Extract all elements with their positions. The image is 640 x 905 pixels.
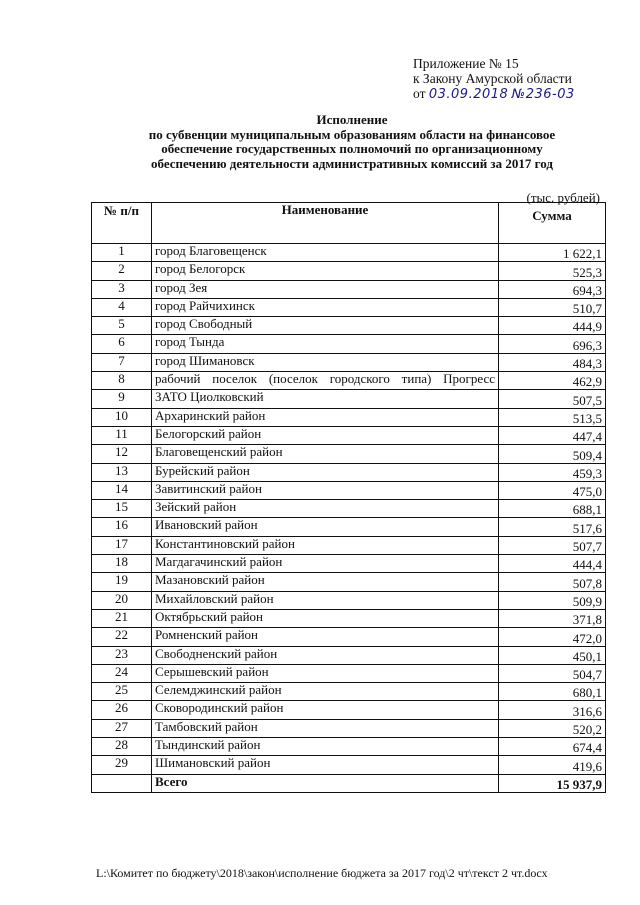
row-sum: 509,9 xyxy=(499,591,606,609)
file-path-footer: L:\Комитет по бюджету\2018\закон\исполнение бюджета за 2017 год\2 чт\текст 2 чт.docx xyxy=(96,866,548,880)
title-line-3: обеспечение государственных полномочий по организационному xyxy=(161,141,543,156)
row-sum: 462,9 xyxy=(499,372,606,390)
total-sum: 15 937,9 xyxy=(499,774,606,792)
row-sum: 1 622,1 xyxy=(499,244,606,262)
table-row xyxy=(92,500,606,518)
row-sum: 450,1 xyxy=(499,646,606,664)
table-row xyxy=(92,591,606,609)
table-row xyxy=(92,628,606,646)
table-header-row xyxy=(92,203,606,244)
table-row xyxy=(92,683,606,701)
appendix-number: Приложение № 15 xyxy=(413,56,519,71)
row-sum: 680,1 xyxy=(499,683,606,701)
row-name: Константиновский район xyxy=(152,536,499,554)
row-number: 11 xyxy=(92,426,152,444)
table-body xyxy=(92,244,606,793)
table-row xyxy=(92,244,606,262)
table-row xyxy=(92,609,606,627)
row-name: Шимановский район xyxy=(152,756,499,774)
table-row xyxy=(92,646,606,664)
row-number: 24 xyxy=(92,664,152,682)
row-number: 27 xyxy=(92,719,152,737)
row-name: город Шимановск xyxy=(152,353,499,371)
appendix-law: к Закону Амурской области xyxy=(413,71,572,86)
table-row xyxy=(92,756,606,774)
row-number: 7 xyxy=(92,353,152,371)
row-sum: 517,6 xyxy=(499,518,606,536)
row-name: Бурейский район xyxy=(152,463,499,481)
row-number: 21 xyxy=(92,609,152,627)
handwritten-date: 03.09.2018 xyxy=(428,87,509,102)
row-number: 12 xyxy=(92,445,152,463)
row-number: 16 xyxy=(92,518,152,536)
row-name: Благовещенский район xyxy=(152,445,499,463)
row-name: город Тында xyxy=(152,335,499,353)
row-name: город Зея xyxy=(152,280,499,298)
title-line-1: Исполнение xyxy=(316,112,388,127)
table-row xyxy=(92,481,606,499)
execution-table xyxy=(91,202,606,793)
row-sum: 475,0 xyxy=(499,481,606,499)
row-sum: 694,3 xyxy=(499,280,606,298)
row-name: Завитинский район xyxy=(152,481,499,499)
row-number: 8 xyxy=(92,372,152,390)
row-name: Октябрьский район xyxy=(152,609,499,627)
unit-label: (тыс. рублей) xyxy=(526,190,600,205)
table-row xyxy=(92,353,606,371)
row-sum: 507,5 xyxy=(499,390,606,408)
total-label: Всего xyxy=(152,774,499,792)
header-name: Наименование xyxy=(152,203,499,244)
row-sum: 510,7 xyxy=(499,298,606,316)
row-name: Архаринский район xyxy=(152,408,499,426)
total-number-cell xyxy=(92,774,152,792)
table-row xyxy=(92,463,606,481)
row-number: 5 xyxy=(92,317,152,335)
row-number: 9 xyxy=(92,390,152,408)
row-sum: 507,8 xyxy=(499,573,606,591)
table-row xyxy=(92,280,606,298)
row-name: рабочий поселок (поселок городского типа) Прогресс xyxy=(152,372,499,390)
row-sum: 509,4 xyxy=(499,445,606,463)
row-number: 23 xyxy=(92,646,152,664)
row-sum: 507,7 xyxy=(499,536,606,554)
table-row xyxy=(92,536,606,554)
header-sum: Сумма xyxy=(499,203,606,244)
row-number: 22 xyxy=(92,628,152,646)
row-sum: 484,3 xyxy=(499,353,606,371)
table-row xyxy=(92,555,606,573)
row-name: Сковородинский район xyxy=(152,701,499,719)
row-sum: 444,4 xyxy=(499,555,606,573)
row-name: Тамбовский район xyxy=(152,719,499,737)
row-sum: 525,3 xyxy=(499,262,606,280)
row-number: 20 xyxy=(92,591,152,609)
row-number: 14 xyxy=(92,481,152,499)
title-line-2: по субвенции муниципальным образованиям области на финансовое xyxy=(148,126,556,142)
table-row xyxy=(92,738,606,756)
table-row xyxy=(92,426,606,444)
row-name: Магдагачинский район xyxy=(152,555,499,573)
table-row xyxy=(92,719,606,737)
document-title xyxy=(96,113,608,171)
row-name: город Свободный xyxy=(152,317,499,335)
appendix-date-line xyxy=(413,86,575,102)
row-name: Серышевский район xyxy=(152,664,499,682)
header-number: № п/п xyxy=(92,203,152,244)
row-sum: 696,3 xyxy=(499,335,606,353)
row-number: 18 xyxy=(92,555,152,573)
row-sum: 371,8 xyxy=(499,609,606,627)
row-name: Белогорский район xyxy=(152,426,499,444)
table-row xyxy=(92,445,606,463)
appendix-from: от xyxy=(413,86,426,101)
row-sum: 459,3 xyxy=(499,463,606,481)
row-number: 10 xyxy=(92,408,152,426)
row-name: Зейский район xyxy=(152,500,499,518)
row-name: город Райчихинск xyxy=(152,298,499,316)
row-number: 28 xyxy=(92,738,152,756)
row-name: Свободненский район xyxy=(152,646,499,664)
row-number: 13 xyxy=(92,463,152,481)
appendix-block xyxy=(413,56,575,102)
table-row xyxy=(92,573,606,591)
table-row xyxy=(92,390,606,408)
table-row xyxy=(92,335,606,353)
row-number: 2 xyxy=(92,262,152,280)
total-row xyxy=(92,774,606,792)
row-sum: 504,7 xyxy=(499,664,606,682)
table-row xyxy=(92,372,606,390)
table-row xyxy=(92,262,606,280)
row-number: 15 xyxy=(92,500,152,518)
row-name: ЗАТО Циолковский xyxy=(152,390,499,408)
row-sum: 472,0 xyxy=(499,628,606,646)
row-name: Михайловский район xyxy=(152,591,499,609)
table-row xyxy=(92,701,606,719)
row-number: 6 xyxy=(92,335,152,353)
table-row xyxy=(92,664,606,682)
row-number: 17 xyxy=(92,536,152,554)
row-sum: 674,4 xyxy=(499,738,606,756)
row-number: 25 xyxy=(92,683,152,701)
row-name: город Благовещенск xyxy=(152,244,499,262)
row-name: Селемджинский район xyxy=(152,683,499,701)
row-sum: 688,1 xyxy=(499,500,606,518)
row-number: 29 xyxy=(92,756,152,774)
row-sum: 316,6 xyxy=(499,701,606,719)
row-number: 19 xyxy=(92,573,152,591)
row-name: Мазановский район xyxy=(152,573,499,591)
row-name: Ромненский район xyxy=(152,628,499,646)
row-number: 3 xyxy=(92,280,152,298)
row-name: город Белогорск xyxy=(152,262,499,280)
handwritten-law-number: №236-03 xyxy=(511,87,575,102)
row-name: Ивановский район xyxy=(152,518,499,536)
row-sum: 447,4 xyxy=(499,426,606,444)
row-number: 4 xyxy=(92,298,152,316)
row-sum: 513,5 xyxy=(499,408,606,426)
row-sum: 419,6 xyxy=(499,756,606,774)
table-row xyxy=(92,298,606,316)
row-sum: 520,2 xyxy=(499,719,606,737)
row-name: Тындинский район xyxy=(152,738,499,756)
row-sum: 444,9 xyxy=(499,317,606,335)
title-line-4: обеспечению деятельности административных комиссий за 2017 год xyxy=(151,155,553,171)
table-row xyxy=(92,408,606,426)
row-number: 1 xyxy=(92,244,152,262)
row-number: 26 xyxy=(92,701,152,719)
table-row xyxy=(92,317,606,335)
table-row xyxy=(92,518,606,536)
